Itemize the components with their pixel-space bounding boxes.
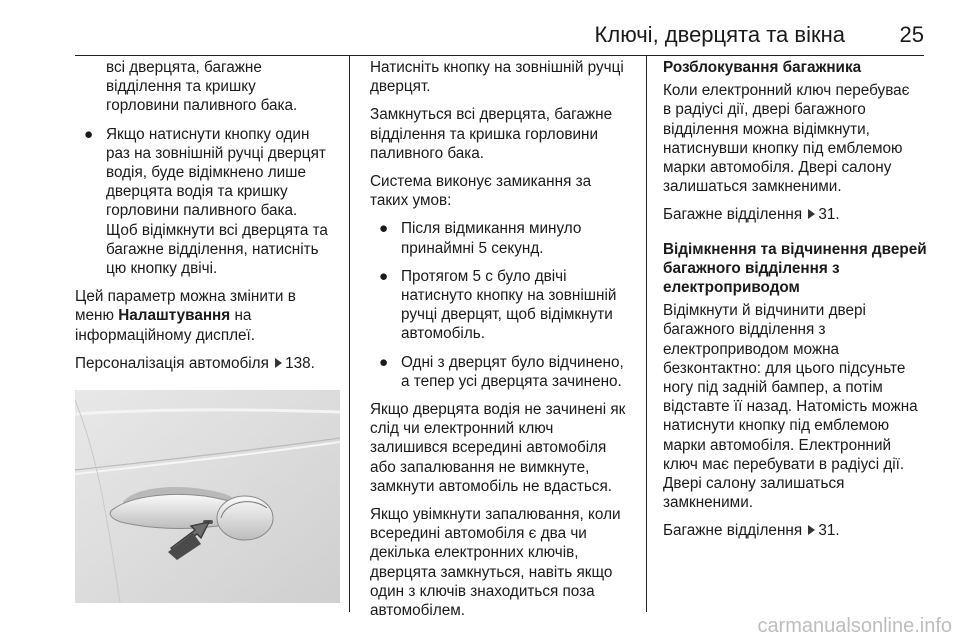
text-line: Двері салону залишаться <box>663 475 845 493</box>
ref-page: 31. <box>818 522 840 540</box>
text-line: Коли електронний ключ перебуває <box>663 82 910 100</box>
text-line: багажне відділення, натисніть <box>106 240 319 258</box>
text-line: Цей параметр можна змінити в <box>75 288 296 306</box>
text-line: відділення та кришка горловини <box>370 125 599 143</box>
text-line: Замкнуться всі дверцята, багажне <box>370 106 613 124</box>
settings-menu-name: Налаштування <box>118 307 231 325</box>
text-line: ручці дверцят, щоб відімкнути <box>401 306 613 324</box>
text-line: автомобіль. <box>401 325 485 343</box>
text-line: ногу під задній бампер, а потім <box>663 379 883 397</box>
column-3 <box>663 58 933 550</box>
paragraph <box>663 81 933 196</box>
text-line: Протягом 5 с було двічі <box>401 267 567 285</box>
bullet-dot: ● <box>379 267 389 285</box>
bullet-item <box>370 353 642 391</box>
text-line: всі дверцята, багажне <box>106 59 262 76</box>
text-line: слід чи електронний ключ <box>370 420 554 438</box>
text-line: замкненими. <box>663 494 753 512</box>
page-number: 25 <box>899 22 924 47</box>
text-line: дверцят. <box>370 78 431 96</box>
heading-power-tailgate <box>663 240 933 298</box>
column-2 <box>370 58 642 629</box>
text-line: всередині автомобіля є два чи <box>370 525 587 543</box>
page-ref-arrow-icon <box>808 209 815 219</box>
section-title: Ключі, дверцята та вікна <box>594 22 845 47</box>
text-line: Система виконує замикання за <box>370 173 592 191</box>
text-line: марки автомобіля. Двері салону <box>663 159 892 177</box>
page-ref-arrow-icon <box>808 525 815 535</box>
text-line: багажного відділення з <box>663 259 840 277</box>
text-line: горловини паливного бака. <box>106 202 298 220</box>
ref-text: Персоналізація автомобіля <box>75 354 269 372</box>
watermark: carmanualsonline.info <box>757 615 952 637</box>
text-line: декілька електронних ключів, <box>370 544 579 562</box>
column-divider-2 <box>646 55 647 612</box>
text-line: відділення та кришку <box>106 78 256 96</box>
text-line: або запалювання не вимкнуте, <box>370 458 590 476</box>
trunk-ref-1 <box>663 205 933 224</box>
bullet-dot: ● <box>379 220 389 238</box>
text-line: а тепер усі дверцята зачинено. <box>401 372 622 390</box>
text-line: залишаться замкненими. <box>663 178 842 196</box>
text-line: горловини паливного бака. <box>106 97 298 115</box>
text-line: Одні з дверцят було відчинено, <box>401 353 624 371</box>
continued-text <box>75 58 347 116</box>
column-divider-1 <box>349 55 350 612</box>
text-line: Натисніть кнопку на зовнішній ручці <box>370 59 624 76</box>
text-line: натиснувши кнопку під емблемою <box>663 139 903 157</box>
text-line: Якщо натиснути кнопку один <box>106 125 310 143</box>
text-line: принаймні 5 секунд. <box>401 239 544 257</box>
text-line: в радіусі дії, двері багажного <box>663 101 866 119</box>
text-line: таких умов: <box>370 192 452 210</box>
ref-page: 31. <box>818 206 840 224</box>
heading-trunk-unlock: Розблокування багажника <box>663 59 862 76</box>
text-line: відділення можна відімкнути, <box>663 120 870 138</box>
text-line: залишився всередині автомобіля <box>370 439 607 457</box>
text-line: раз на зовнішній ручці дверцят <box>106 144 326 162</box>
text-line: дверцята замкнуться, навіть якщо <box>370 563 613 581</box>
text-line: автомобілем. <box>370 602 466 620</box>
settings-paragraph <box>75 287 347 345</box>
text-line: електроприводом можна <box>663 340 840 358</box>
ref-text: Багажне відділення <box>663 522 803 540</box>
column-1 <box>75 58 347 414</box>
door-handle-illustration <box>75 390 340 603</box>
text-line: Відімкнення та відчинення дверей <box>663 240 927 258</box>
text-line: Щоб відімкнути всі дверцята та <box>106 221 328 239</box>
text-line: на <box>230 307 252 325</box>
paragraph <box>370 505 642 620</box>
text-line: багажного відділення з <box>663 321 826 339</box>
bullet-item <box>370 267 642 344</box>
text-line: дверцята водія та кришку <box>106 183 288 201</box>
text-line: ключ має перебувати в радіусі дії. <box>663 455 905 473</box>
text-line: меню <box>75 307 119 325</box>
text-line: відставте її назад. Натомість можна <box>663 398 918 416</box>
text-line: Відімкнути й відчинити двері <box>663 302 866 320</box>
text-line: цю кнопку двічі. <box>106 260 218 278</box>
text-line: інформаційному дисплеї. <box>75 326 256 344</box>
trunk-ref-2 <box>663 521 933 540</box>
bullet-dot: ● <box>84 125 94 143</box>
text-line: натиснути кнопку під емблемою <box>663 417 890 435</box>
text-line: Якщо увімкнути запалювання, коли <box>370 506 621 524</box>
paragraph <box>370 58 642 96</box>
paragraph <box>370 400 642 496</box>
ref-text: Багажне відділення <box>663 206 803 224</box>
text-line: замкнути автомобіль не вдасться. <box>370 477 612 495</box>
text-line: Якщо дверцята водія не зачинені як <box>370 401 626 419</box>
header-rule <box>75 55 924 56</box>
text-line: один з ключів знаходиться поза <box>370 582 595 600</box>
personalization-ref <box>75 354 347 373</box>
text-line: натиснуто кнопку на зовнішній <box>401 287 617 305</box>
text-line: Після відмикання минуло <box>401 220 582 238</box>
paragraph <box>663 301 933 512</box>
text-line: паливного бака. <box>370 144 485 162</box>
page-ref-arrow-icon <box>275 358 282 368</box>
paragraph <box>370 105 642 163</box>
text-line: безконтактно: для цього підсуньте <box>663 359 906 377</box>
ref-page: 138. <box>285 354 315 372</box>
paragraph <box>370 172 642 210</box>
bullet-item <box>370 219 642 257</box>
text-line: марки автомобіля. Електронний <box>663 436 892 454</box>
bullet-dot: ● <box>379 353 389 371</box>
text-line: електроприводом <box>663 279 800 297</box>
text-line: водія, буде відімкнено лише <box>106 164 306 182</box>
bullet-item <box>75 125 347 279</box>
